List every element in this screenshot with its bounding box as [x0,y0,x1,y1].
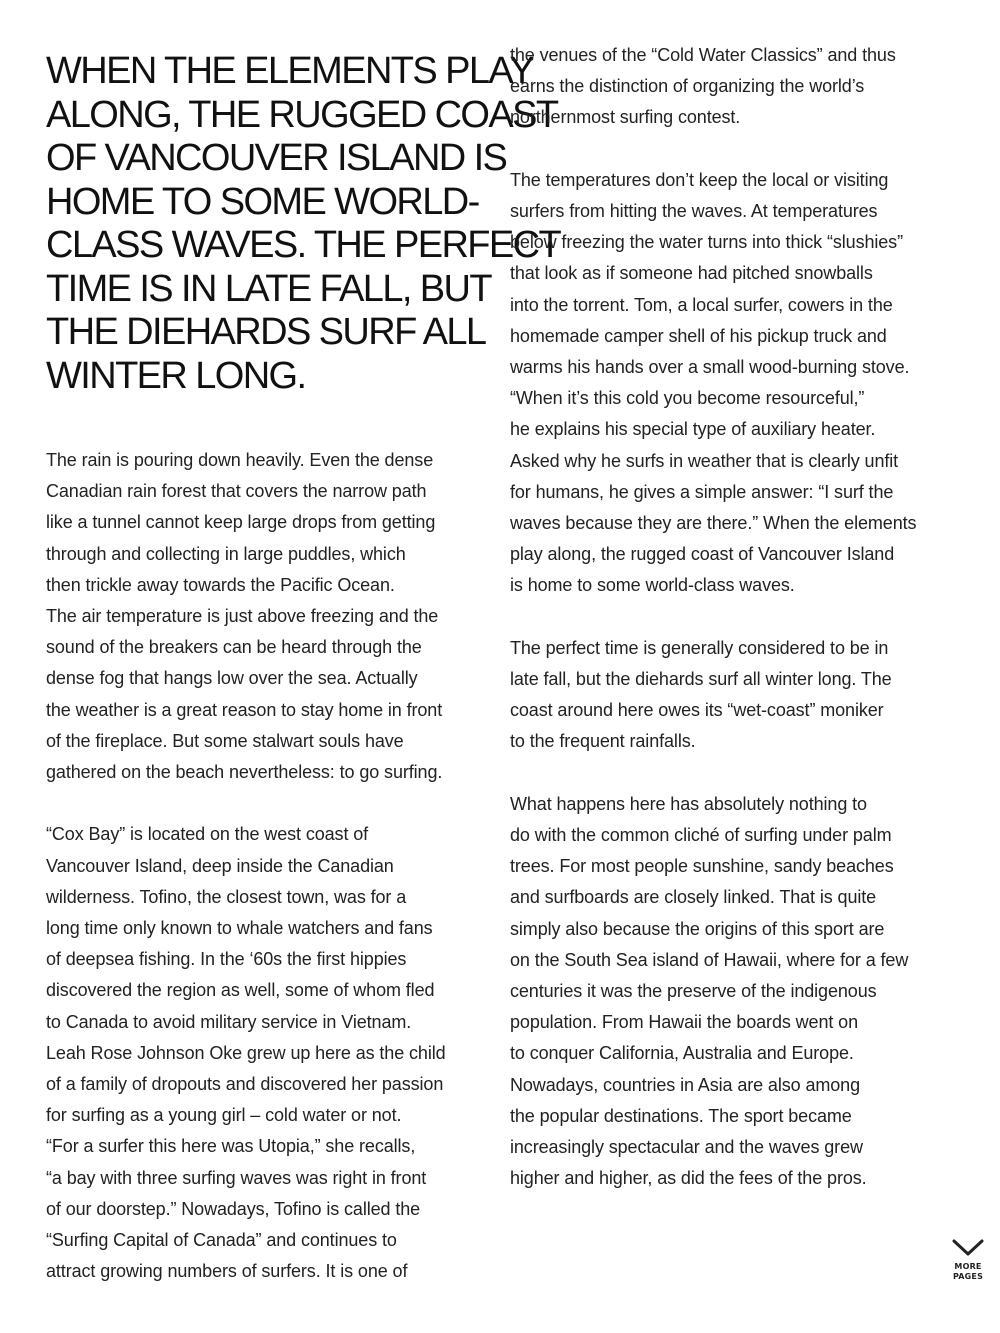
text-line: Nowadays, countries in Asia are also among [510,1074,860,1095]
text-line: surfers from hitting the waves. At temperatures [510,201,878,221]
text-line: into the torrent. Tom, a local surfer, cowers in the [510,294,893,315]
text-line: The rain is pouring down heavily. Even the dense [46,450,434,470]
text-line: of a family of dropouts and discovered her passion [46,1074,444,1095]
text-line: the weather is a great reason to stay home in front [46,699,443,720]
more-pages-label [946,1262,990,1282]
text-line: discovered the region as well, some of whom fled [46,980,435,1001]
text-line: Canadian rain forest that covers the narrow path [46,481,427,502]
text-line: of deepsea fishing. In the ‘60s the first hippies [46,949,407,970]
text-line: “Surfing Capital of Canada” and continues to [46,1230,397,1251]
more-label-line1: MORE [954,1262,982,1271]
text-line: late fall, but the diehards surf all winter long. The [510,669,892,690]
text-line: increasingly spectacular and the waves grew [510,1137,863,1158]
text-line: that look as if someone had pitched snowballs [510,263,873,284]
text-line: warms his hands over a small wood-burning stove. [510,357,910,378]
left-column [46,445,496,1287]
text-line: of our doorstep.” Nowadays, Tofino is called the [46,1198,421,1219]
headline-line: THE DIEHARDS SURF ALL [46,311,486,353]
text-line: simply also because the origins of this sport are [510,918,885,939]
headline-line: WINTER LONG. [46,354,306,397]
text-line: waves because they are there.” When the elements [510,513,917,534]
text-line: centuries it was the preserve of the indigenous [510,981,877,1002]
text-line: Vancouver Island, deep inside the Canadian [46,855,394,876]
text-line: wilderness. Tofino, the closest town, was for a [46,886,407,907]
text-line: Asked why he surfs in weather that is clearly unfit [510,450,899,471]
text-line: The temperatures don’t keep the local or visiting [510,169,889,190]
text-line: homemade camper shell of his pickup truck and [510,325,887,346]
text-line: to conquer California, Australia and Europe. [510,1043,854,1064]
text-line: on the South Sea island of Hawaii, where for a few [510,949,909,970]
text-line: “Cox Bay” is located on the west coast of [46,824,369,845]
text-line: “a bay with three surfing waves was right in front [46,1167,427,1188]
text-line: to Canada to avoid military service in Vietnam. [46,1011,412,1032]
text-line: the venues of the “Cold Water Classics” and thus [510,45,896,65]
paragraph [510,633,960,758]
text-line: Leah Rose Johnson Oke grew up here as the child [46,1042,446,1063]
text-line: attract growing numbers of surfers. It is one of [46,1261,408,1282]
text-line: northernmost surfing contest. [510,107,741,128]
text-line: higher and higher, as did the fees of the pros. [510,1168,867,1189]
paragraph [46,445,496,788]
headline-line: OF VANCOUVER ISLAND IS [46,137,507,179]
article-headline [46,50,561,398]
text-line: he explains his special type of auxiliary heater. [510,419,876,440]
text-line: earns the distinction of organizing the world’s [510,76,865,97]
text-line: trees. For most people sunshine, sandy beaches [510,856,894,877]
text-line: and surfboards are closely linked. That is quite [510,887,877,908]
text-line: sound of the breakers can be heard through the [46,637,422,658]
text-line: “When it’s this cold you become resourceful,” [510,388,865,409]
text-line: play along, the rugged coast of Vancouver Island [510,544,895,565]
text-line: of the fireplace. But some stalwart souls have [46,730,404,751]
headline-line: WHEN THE ELEMENTS PLAY [46,50,534,92]
text-line: long time only known to whale watchers and fans [46,918,433,939]
text-line: below freezing the water turns into thick “slushies” [510,232,903,253]
text-line: dense fog that hangs low over the sea. Actually [46,668,418,689]
text-line: gathered on the beach nevertheless: to go surfing. [46,762,443,783]
headline-line: CLASS WAVES. THE PERFECT [46,224,561,266]
text-line: is home to some world-class waves. [510,575,795,596]
paragraph [510,789,960,1195]
text-line: “For a surfer this here was Utopia,” she recalls, [46,1136,416,1157]
more-label-line2: PAGES [952,1272,984,1281]
text-line: to the frequent rainfalls. [510,731,696,752]
headline-line: HOME TO SOME WORLD- [46,180,479,223]
paragraph [46,819,496,1287]
paragraph [510,40,960,134]
text-line: then trickle away towards the Pacific Ocean. [46,574,395,595]
text-line: the popular destinations. The sport became [510,1105,852,1126]
paragraph [510,165,960,602]
headline-line: TIME IS IN LATE FALL, BUT [46,267,491,310]
text-line: The perfect time is generally considered to be in [510,637,889,658]
text-line: like a tunnel cannot keep large drops from getting [46,512,436,533]
text-line: for surfing as a young girl – cold water or not. [46,1105,402,1126]
text-line: population. From Hawaii the boards went on [510,1012,858,1033]
text-line: coast around here owes its “wet-coast” moniker [510,700,884,721]
headline-line: ALONG, THE RUGGED COAST [46,93,558,136]
more-pages-button[interactable] [946,1238,990,1282]
text-line: The air temperature is just above freezing and the [46,606,439,627]
text-line: do with the common cliché of surfing under palm [510,825,892,846]
text-line: through and collecting in large puddles, which [46,543,406,564]
right-column [510,40,960,1194]
text-line: for humans, he gives a simple answer: “I surf the [510,481,894,502]
text-line: What happens here has absolutely nothing to [510,793,867,814]
chevron-down-icon [951,1238,985,1258]
